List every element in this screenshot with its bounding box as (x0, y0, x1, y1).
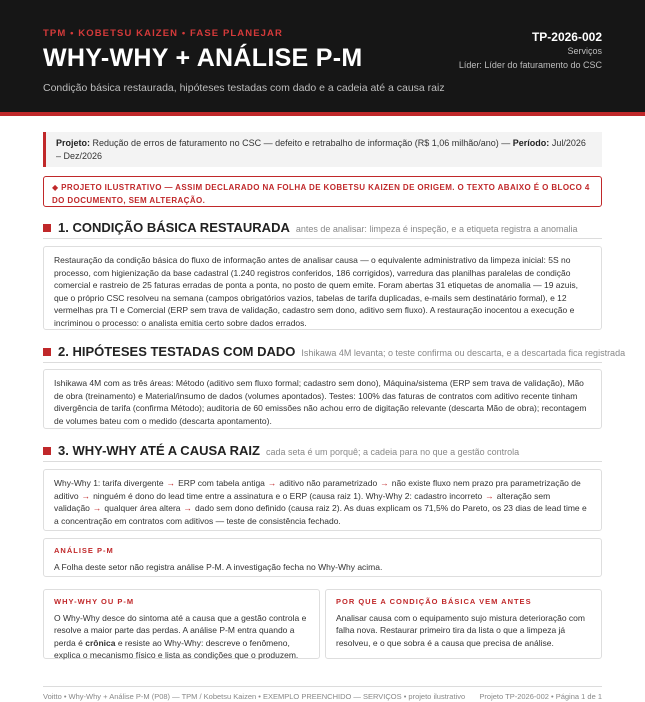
document-area: Serviços (567, 46, 602, 56)
arrow-right-icon: → (166, 478, 176, 488)
why-2-root-cause: dado sem dono definido (causa raiz 2). (195, 503, 342, 513)
why-why-or-pm-emphasis: crônica (85, 637, 116, 648)
why-why-or-pm-body-1: O Why-Why desce do sintoma até a causa que a gestão controla e resolve a maior parte das perdas. A análise P-M entra quando a perda é (54, 612, 307, 648)
section-1-heading (43, 219, 602, 239)
footer-rule (43, 686, 602, 687)
why-2-step-b: alteração sem validação (54, 490, 551, 513)
section-marker-icon (43, 348, 51, 356)
section-1-rule (43, 238, 602, 239)
illustrative-warning: ◆ PROJETO ILUSTRATIVO — ASSIM DECLARADO NA FOLHA DE KOBETSU KAIZEN DE ORIGEM. O TEXTO ABAIXO É O BLOCO 4 DO DOCUMENTO, SEM ALTERAÇÃO. (43, 176, 602, 207)
why-1-root-cause: ninguém é dono do lead time entre a assinatura e o ERP (causa raiz 1). (93, 490, 364, 501)
basic-condition-first-body: Analisar causa com o equipamento sujo mistura deterioração com falha nova. Restaurar primeiro tira da lista o que a limpeza já resolveu, e o que sobra é a causa que precisa de análise. (336, 612, 585, 648)
period-value: Jul/2026 – Dez/2026 (56, 138, 586, 161)
section-1-body: Restauração da condição básica do fluxo de informação antes de analisar causa — o equivalente administrativo da limpeza inicial: 5S no processo, com higienização da base cadastral (1.240 registros conferidos, 186 corrigidos), varredura das planilhas paralelas de condição comercial e rastreio de 25 faturas erradas de ponta a ponta, no posto de quem emite. Foram abertas 31 etiquetas de anomalia — 19 azuis, que o próprio CSC resolveu na semana (campos obrigatórios vazios, tabelas de tarifa duplicadas, e-mails sem destinatário formal), e 12 vermelhas pra TI e Comercial (ERP sem trava de validação, cadastro sem dono, aditivo sem fluxo). A restauração inocentou a execução e incriminou o processo: o analista emitia certo sobre dados errados. (54, 255, 578, 328)
why-why-chain-card (43, 469, 602, 531)
section-marker-icon (43, 447, 51, 455)
document-code: TP-2026-002 (531, 30, 602, 44)
project-info-box (43, 132, 602, 167)
section-1-card (43, 246, 602, 330)
why-1-step-c: aditivo não parametrizado (279, 478, 378, 488)
section-3-rule (43, 461, 602, 462)
section-1-note: antes de analisar: limpeza é inspeção, e a etiqueta registra a anomalia (295, 224, 578, 234)
why-2-step-c: qualquer área altera (104, 503, 181, 513)
why-1-step-b: ERP com tabela antiga (178, 478, 265, 488)
section-2-body: Ishikawa 4M com as três áreas: Método (aditivo sem fluxo formal; cadastro sem dono), Máquina/sistema (ERP sem trava de validação), Mão de obra (treinamento) e Material/insumo de dados (volumes apontados). Testes: 100% das faturas de contratos com aditivo recente tinham divergência de tarifa (confirma Método); auditoria de 60 emissões não achou erro de digitação relevante (descarta Mão de obra); recontagem de volumes bateu com o medido (descarta apontamento). (54, 378, 587, 426)
arrow-right-icon: → (380, 478, 389, 488)
section-2-rule (43, 362, 602, 363)
pm-analysis-card (43, 538, 602, 577)
project-text: Redução de erros de faturamento no CSC — defeito e retrabalho de informação (R$ 1,06 milhão/ano) — (92, 138, 511, 148)
page-header (0, 0, 645, 112)
arrow-right-icon: → (81, 490, 91, 501)
section-marker-icon (43, 224, 51, 232)
page-subtitle: Condição básica restaurada, hipóteses testadas com dado e a cadeia até a causa raiz (43, 82, 445, 94)
period-label: Período: (512, 138, 550, 148)
section-2-note: Ishikawa 4M levanta; o teste confirma ou descarta, e a descartada fica registrada (301, 348, 626, 358)
why-1-label: Why-Why 1: (54, 478, 101, 488)
arrow-right-icon: → (92, 503, 102, 513)
why-chain-conclusion: As duas explicam os 71,5% do Pareto, os 23 dias de lead time e a concentração em contratos com aditivos — teste de consistência fechado. (54, 503, 587, 526)
basic-condition-first-card (325, 589, 602, 659)
section-3-title: 3. WHY-WHY ATÉ A CAUSA RAIZ (58, 443, 260, 458)
document-leader: Líder: Líder do faturamento do CSC (458, 60, 602, 70)
why-1-step-a: tarifa divergente (102, 478, 164, 488)
why-why-or-pm-body-2: e resiste ao Why-Why: descreve o fenômeno, explica o mecanismo físico e lista as condições que o produzem. (54, 637, 299, 660)
arrow-right-icon: → (485, 490, 494, 501)
basic-condition-first-title: POR QUE A CONDIÇÃO BÁSICA VEM ANTES (336, 597, 532, 606)
pm-analysis-body: A Folha deste setor não registra análise P-M. A investigação fecha no Why-Why acima. (54, 561, 383, 572)
arrow-right-icon: → (183, 503, 193, 513)
header-kicker: TPM • KOBETSU KAIZEN • FASE PLANEJAR (43, 28, 283, 39)
why-why-or-pm-card (43, 589, 320, 659)
why-2-label: Why-Why 2: (365, 490, 412, 501)
pm-analysis-title: ANÁLISE P-M (54, 546, 114, 555)
footer-left-text: Voitto • Why-Why + Análise P-M (P08) — TPM / Kobetsu Kaizen • EXEMPLO PREENCHIDO — SERVIÇOS • projeto ilustrativo (43, 692, 466, 701)
footer-page-info: Projeto TP-2026-002 • Página 1 de 1 (479, 692, 602, 701)
why-2-step-a: cadastro incorreto (414, 490, 483, 501)
section-2-heading (43, 343, 626, 363)
header-accent-bar (0, 112, 645, 116)
section-2-card (43, 369, 602, 429)
section-3-heading (43, 442, 602, 462)
section-2-title: 2. HIPÓTESES TESTADAS COM DADO (58, 344, 296, 359)
page-title: WHY-WHY + ANÁLISE P-M (43, 44, 363, 72)
arrow-right-icon: → (267, 478, 277, 488)
section-1-title: 1. CONDIÇÃO BÁSICA RESTAURADA (58, 220, 290, 235)
project-label: Projeto: (56, 138, 91, 148)
why-1-step-d: não existe fluxo nem prazo pra parametrização de aditivo (54, 478, 581, 501)
section-3-note: cada seta é um porquê; a cadeia para no que a gestão controla (265, 447, 520, 457)
why-why-or-pm-title: WHY-WHY OU P-M (54, 597, 135, 606)
